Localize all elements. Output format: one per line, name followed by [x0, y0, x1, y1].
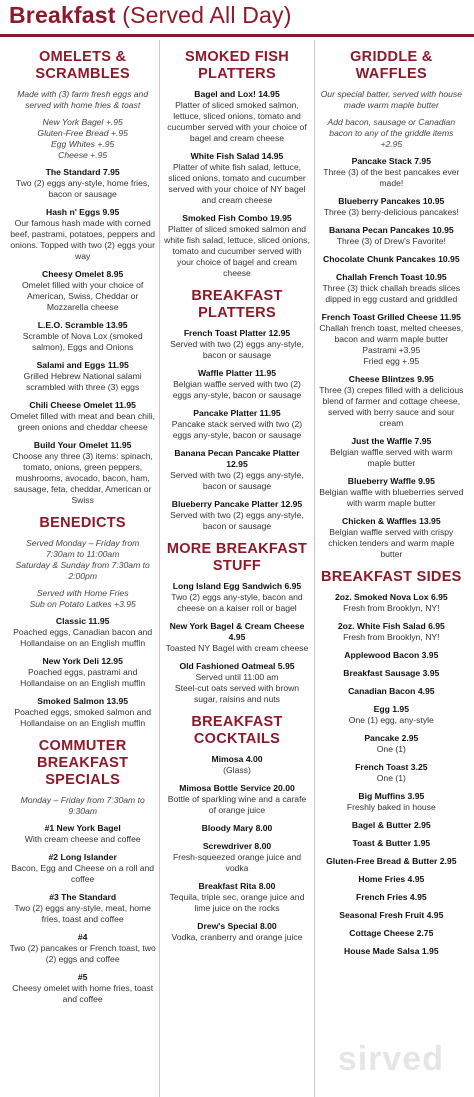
- menu-item: [9, 440, 156, 506]
- menu-item-name: Breakfast Rita 8.00: [198, 881, 276, 891]
- menu-item: [9, 852, 156, 885]
- menu-item-desc: Scramble of Nova Lox (smoked salmon), Eggs and Onions: [22, 331, 143, 352]
- menu-item-desc: Platter of sliced smoked salmon and white fish salad, lettuce, sliced onions, tomato and cucumber served with your choice of bagel and cream cheese: [164, 224, 310, 278]
- menu-column-left: [6, 40, 159, 1097]
- menu-item-name: Banana Pecan Pancakes 10.95: [328, 225, 454, 235]
- page-header: [0, 0, 474, 37]
- menu-item-name: Bagel and Lox! 14.95: [194, 89, 280, 99]
- menu-item-name: Chocolate Chunk Pancakes 10.95: [323, 254, 460, 264]
- menu-item-desc: One (1) egg, any-style: [348, 715, 434, 725]
- menu-item-name: Blueberry Waffle 9.95: [347, 476, 435, 486]
- menu-item-desc: Served with two (2) eggs any-style, bacon or sausage: [170, 470, 304, 491]
- menu-item: [318, 156, 465, 189]
- section-title: MORE BREAKFAST STUFF: [166, 541, 308, 574]
- menu-item-name: French Toast Grilled Cheese 11.95: [321, 312, 461, 322]
- menu-columns: [6, 40, 468, 1097]
- menu-item: [318, 856, 465, 867]
- menu-item-desc: Served until 11:00 am Steel-cut oats served with brown sugar, raisins and nuts: [174, 672, 300, 704]
- menu-item: [9, 696, 156, 729]
- menu-section-cocktails: [163, 714, 310, 943]
- menu-item-name: The Standard 7.95: [45, 167, 120, 177]
- menu-item-name: Breakfast Sausage 3.95: [343, 668, 440, 678]
- menu-item: [318, 892, 465, 903]
- menu-item-desc: Three (3) thick challah breads slices dipped in egg custard and griddled: [322, 283, 461, 304]
- menu-item: [163, 499, 310, 532]
- menu-item: [318, 592, 465, 614]
- menu-item: [9, 400, 156, 433]
- page-title-sub: (Served All Day): [115, 2, 292, 28]
- menu-item-name: Banana Pecan Pancake Platter 12.95: [174, 448, 300, 469]
- menu-item-name: Old Fashioned Oatmeal 5.95: [179, 661, 295, 671]
- menu-item-desc: One (1): [376, 773, 406, 783]
- menu-item: [318, 621, 465, 643]
- menu-item: [163, 783, 310, 816]
- menu-item-name: Blueberry Pancake Platter 12.95: [171, 499, 303, 509]
- menu-item-name: 2oz. Smoked Nova Lox 6.95: [334, 592, 448, 602]
- menu-item-desc: Freshly baked in house: [346, 802, 436, 812]
- menu-item: [318, 733, 465, 755]
- menu-item: [318, 762, 465, 784]
- menu-item-name: House Made Salsa 1.95: [344, 946, 439, 956]
- menu-item-name: Cheesy Omelet 8.95: [42, 269, 124, 279]
- section-intro2: Add bacon, sausage or Canadian bacon to any of the griddle items +2.95: [327, 117, 456, 149]
- menu-item-desc: Poached eggs, pastrami and Hollandaise on an English muffin: [20, 667, 146, 688]
- menu-item: [163, 841, 310, 874]
- menu-item-name: Waffle Platter 11.95: [197, 368, 276, 378]
- menu-item: [318, 668, 465, 679]
- menu-item: [318, 436, 465, 469]
- menu-item-name: White Fish Salad 14.95: [190, 151, 284, 161]
- menu-item-name: Salami and Eggs 11.95: [36, 360, 129, 370]
- menu-item-desc: Fresh from Brooklyn, NY!: [343, 603, 440, 613]
- menu-item: [318, 516, 465, 560]
- menu-item-name: #5: [77, 972, 88, 982]
- menu-item: [163, 89, 310, 144]
- menu-item: [9, 207, 156, 262]
- section-title: GRIDDLE & WAFFLES: [350, 49, 433, 82]
- menu-item: [9, 320, 156, 353]
- section-title: BREAKFAST SIDES: [320, 569, 462, 585]
- menu-item-name: New York Bagel & Cream Cheese 4.95: [169, 621, 305, 642]
- menu-item: [163, 621, 310, 654]
- menu-item-name: Pancake 2.95: [364, 733, 419, 743]
- menu-item: [163, 448, 310, 492]
- menu-item: [9, 972, 156, 1005]
- menu-item: [318, 225, 465, 247]
- menu-item-desc: Platter of white fish salad, lettuce, sliced onions, tomato and cucumber served with your choice of NY bagel and cream cheese: [168, 162, 306, 205]
- menu-item: [318, 686, 465, 697]
- menu-item-name: Hash n' Eggs 9.95: [46, 207, 120, 217]
- menu-item-name: Smoked Fish Combo 19.95: [182, 213, 292, 223]
- menu-item-desc: One (1): [376, 744, 406, 754]
- menu-item-name: Cottage Cheese 2.75: [349, 928, 434, 938]
- menu-item-desc: Bottle of sparkling wine and a carafe of orange juice: [167, 794, 307, 815]
- menu-item-name: Cheese Blintzes 9.95: [348, 374, 434, 384]
- menu-item-desc: Choose any three (3) items: spinach, tomato, onions, green peppers, mushrooms, avocado, bacon, ham, sausage, feta, cheddar, American or Swiss: [12, 451, 153, 505]
- menu-item: [318, 791, 465, 813]
- menu-item-name: New York Deli 12.95: [42, 656, 123, 666]
- menu-section-omelets: [9, 49, 156, 506]
- menu-section-griddle: [318, 49, 465, 560]
- menu-section-sides: [318, 569, 465, 957]
- menu-item-desc: Belgian waffle served with crispy chicken tenders and warm maple butter: [328, 527, 455, 559]
- section-title: BREAKFAST COCKTAILS: [191, 714, 283, 747]
- menu-item-name: French Toast 3.25: [355, 762, 428, 772]
- menu-item-desc: With cream cheese and coffee: [24, 834, 141, 844]
- menu-item-name: Screwdriver 8.00: [202, 841, 272, 851]
- menu-item-name: Challah French Toast 10.95: [336, 272, 447, 282]
- menu-item-name: Just the Waffle 7.95: [351, 436, 432, 446]
- menu-item-desc: Served with two (2) eggs any-style, bacon or sausage: [170, 510, 304, 531]
- menu-item-name: Egg 1.95: [373, 704, 409, 714]
- menu-column-middle: [159, 40, 313, 1097]
- menu-column-right: [314, 40, 468, 1097]
- menu-item: [318, 254, 465, 265]
- menu-item: [163, 581, 310, 614]
- page-title: [9, 2, 292, 29]
- menu-item-name: #4: [77, 932, 88, 942]
- menu-item-desc: Belgian waffle with blueberries served with warm maple butter: [319, 487, 464, 508]
- menu-item: [9, 167, 156, 200]
- menu-item-name: Applewood Bacon 3.95: [344, 650, 439, 660]
- menu-item-name: Canadian Bacon 4.95: [348, 686, 435, 696]
- menu-item: [318, 374, 465, 429]
- menu-item: [9, 656, 156, 689]
- menu-item-name: L.E.O. Scramble 13.95: [37, 320, 128, 330]
- menu-item-name: French Toast Platter 12.95: [183, 328, 291, 338]
- menu-item-desc: Toasted NY Bagel with cream cheese: [165, 643, 309, 653]
- menu-item-desc: Two (2) eggs any-style, meat, home fries, toast and coffee: [14, 903, 151, 924]
- menu-item: [9, 892, 156, 925]
- menu-item-name: #3 The Standard: [49, 892, 117, 902]
- menu-item-name: Toast & Butter 1.95: [352, 838, 431, 848]
- menu-item-desc: Tequila, triple sec, orange juice and lime juice on the rocks: [169, 892, 305, 913]
- menu-item: [318, 272, 465, 305]
- menu-item-name: Chicken & Waffles 13.95: [342, 516, 441, 526]
- menu-item-desc: Poached eggs, smoked salmon and Hollandaise on an English muffin: [14, 707, 151, 728]
- menu-item: [9, 269, 156, 313]
- menu-item-desc: Poached eggs, Canadian bacon and Hollandaise on an English muffin: [13, 627, 153, 648]
- menu-section-commuter: [9, 738, 156, 1005]
- menu-item-name: French Fries 4.95: [355, 892, 427, 902]
- menu-item-desc: Belgian waffle served with warm maple butter: [330, 447, 453, 468]
- menu-item-name: #1 New York Bagel: [44, 823, 121, 833]
- menu-item: [318, 910, 465, 921]
- menu-item: [318, 820, 465, 831]
- menu-item-desc: Challah french toast, melted cheeses, bacon and warm maple butter Pastrami +3.95 Fried egg +.95: [319, 323, 464, 366]
- menu-item-name: Classic 11.95: [55, 616, 110, 626]
- menu-item: [163, 328, 310, 361]
- menu-item-desc: Three (3) berry-delicious pancakes!: [323, 207, 459, 217]
- menu-item-name: Seasonal Fresh Fruit 4.95: [339, 910, 444, 920]
- menu-item: [9, 616, 156, 649]
- section-intro: Monday – Friday from 7:30am to 9:30am: [20, 795, 145, 816]
- menu-item-desc: Two (2) eggs any-style, bacon and cheese on a kaiser roll or bagel: [171, 592, 303, 613]
- menu-item: [318, 196, 465, 218]
- menu-item: [9, 360, 156, 393]
- menu-item-name: Mimosa Bottle Service 20.00: [179, 783, 295, 793]
- menu-section-smoked: [163, 49, 310, 279]
- section-title: BENEDICTS: [39, 515, 126, 531]
- menu-item-name: Bagel & Butter 2.95: [351, 820, 431, 830]
- menu-item-name: Blueberry Pancakes 10.95: [338, 196, 445, 206]
- menu-item-desc: Belgian waffle served with two (2) eggs any-style, bacon or sausage: [172, 379, 302, 400]
- menu-item-desc: Two (2) eggs any-style, home fries, bacon or sausage: [15, 178, 150, 199]
- menu-item: [318, 838, 465, 849]
- menu-item-name: Pancake Stack 7.95: [351, 156, 431, 166]
- menu-item: [163, 881, 310, 914]
- menu-item: [163, 754, 310, 776]
- menu-item: [318, 476, 465, 509]
- menu-item: [163, 151, 310, 206]
- menu-item: [163, 408, 310, 441]
- menu-item-name: Long Island Egg Sandwich 6.95: [172, 581, 302, 591]
- menu-item: [318, 312, 465, 367]
- menu-item: [318, 946, 465, 957]
- menu-item-desc: Pancake stack served with two (2) eggs any-style, bacon or sausage: [171, 419, 303, 440]
- menu-item: [163, 661, 310, 705]
- section-title: OMELETS & SCRAMBLES: [35, 49, 130, 82]
- menu-item-desc: Bacon, Egg and Cheese on a roll and coffee: [11, 863, 155, 884]
- menu-item-name: Build Your Omelet 11.95: [33, 440, 132, 450]
- menu-item: [318, 928, 465, 939]
- section-title: COMMUTER BREAKFAST SPECIALS: [37, 738, 129, 788]
- menu-item-name: Gluten-Free Bread & Butter 2.95: [326, 856, 457, 866]
- menu-item: [163, 368, 310, 401]
- section-title: SMOKED FISH PLATTERS: [184, 49, 289, 82]
- menu-item-desc: Served with two (2) eggs any-style, bacon or sausage: [170, 339, 304, 360]
- menu-item-desc: Three (3) crepes filled with a delicious blend of farmer and cottage cheese, served with berry sauce and sour cream: [319, 385, 464, 428]
- watermark: sirved: [337, 1040, 444, 1078]
- menu-item-desc: Omelet filled with your choice of American, Swiss, Cheddar or Mozzarella cheese: [22, 280, 144, 312]
- menu-item-desc: Grilled Hebrew National salami scrambled with three (3) eggs: [23, 371, 142, 392]
- page-title-main: Breakfast: [9, 2, 116, 28]
- menu-item-name: Drew's Special 8.00: [197, 921, 277, 931]
- menu-item-desc: Three (3) of Drew's Favorite!: [336, 236, 446, 246]
- menu-section-benedicts: [9, 515, 156, 729]
- menu-item-name: #2 Long Islander: [48, 852, 117, 862]
- menu-item-desc: Our famous hash made with corned beef, pastrami, potatoes, peppers and onions. Topped with two (2) eggs your way: [10, 218, 156, 261]
- menu-item-desc: Vodka, cranberry and orange juice: [171, 932, 303, 942]
- menu-item-desc: Cheesy omelet with home fries, toast and coffee: [12, 983, 154, 1004]
- menu-item: [163, 921, 310, 943]
- menu-item-name: Mimosa 4.00: [211, 754, 263, 764]
- menu-item-name: Smoked Salmon 13.95: [37, 696, 129, 706]
- section-intro: Our special batter, served with house made warm maple butter: [320, 89, 463, 110]
- menu-item-desc: Omelet filled with meat and bean chili, green onions and cheddar cheese: [10, 411, 156, 432]
- section-intro: Served Monday – Friday from 7:30am to 11:00am Saturday & Sunday from 7:30am to 2:00pm: [15, 538, 150, 581]
- menu-section-platters: [163, 288, 310, 532]
- menu-item-name: Bloody Mary 8.00: [201, 823, 273, 833]
- section-intro2: Served with Home Fries Sub on Potato Latkes +3.95: [29, 588, 136, 609]
- section-intro: Made with (3) farm fresh eggs and served with home fries & toast: [17, 89, 149, 110]
- menu-item-desc: Fresh-squeezed orange juice and vodka: [172, 852, 302, 873]
- menu-item-desc: Fresh from Brooklyn, NY!: [343, 632, 440, 642]
- menu-item-desc: (Glass): [223, 765, 251, 775]
- menu-item-name: Big Muffins 3.95: [358, 791, 425, 801]
- menu-item: [163, 213, 310, 279]
- menu-item: [9, 932, 156, 965]
- menu-item-desc: Two (2) pancakes or French toast, two (2) eggs and coffee: [9, 943, 156, 964]
- section-notes: New York Bagel +.95 Gluten-Free Bread +.95 Egg Whites +.95 Cheese +.95: [37, 117, 128, 160]
- menu-item: [9, 823, 156, 845]
- menu-item-desc: Three (3) of the best pancakes ever made!: [323, 167, 460, 188]
- menu-item: [163, 823, 310, 834]
- menu-item: [318, 874, 465, 885]
- menu-item-desc: Platter of sliced smoked salmon, lettuce, sliced onions, tomato and cucumber served with your choice of bagel and cream cheese: [167, 100, 307, 143]
- menu-item-name: Home Fries 4.95: [358, 874, 425, 884]
- section-title: BREAKFAST PLATTERS: [191, 288, 283, 321]
- menu-item: [318, 650, 465, 661]
- menu-item-name: Pancake Platter 11.95: [193, 408, 281, 418]
- menu-item-name: Chili Cheese Omelet 11.95: [29, 400, 136, 410]
- menu-section-more: [163, 541, 310, 705]
- menu-item-name: 2oz. White Fish Salad 6.95: [337, 621, 445, 631]
- menu-item: [318, 704, 465, 726]
